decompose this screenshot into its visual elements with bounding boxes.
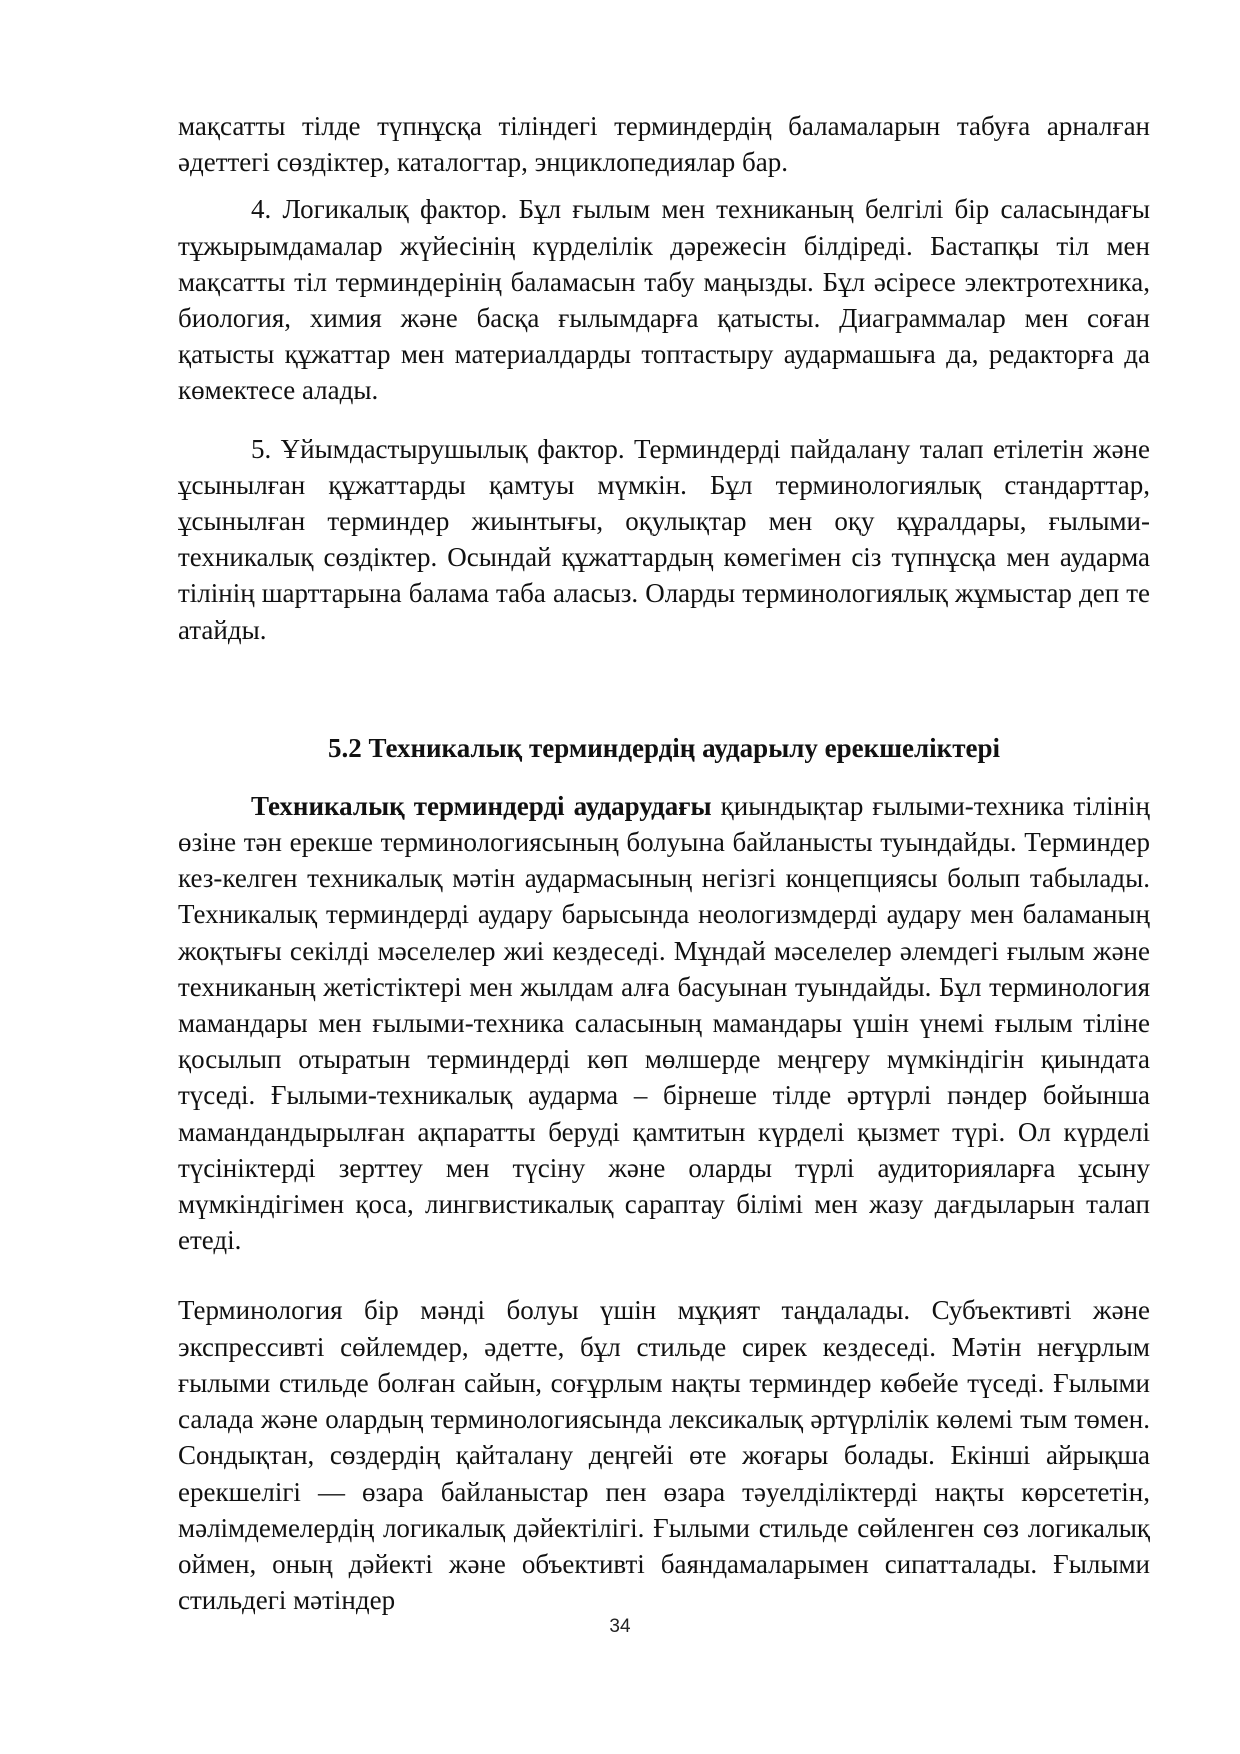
page-body xyxy=(178,108,1150,1618)
logical-factor-paragraph: 4. Логикалық фактор. Бұл ғылым мен техниканың белгілі бір саласындағы тұжырымдамалар жүйесінің күрделілік дәрежесін білдіреді. Бастапқы тіл мен мақсатты тіл терминдерінің баламасын табу маңызды. Бұл әсіресе электротехника, биология, химия және басқа ғылымдарға қатысты. Диаграммалар мен соған қатысты құжаттар мен материалдарды топтастыру аудармашыға да, редакторға да көмектесе алады. xyxy=(178,194,1150,406)
section-heading: 5.2 Техникалық терминдердің аударылу ерекшеліктері xyxy=(328,732,1000,763)
section-paragraph-1-lead: Техникалық терминдерді аударудағы xyxy=(251,790,712,821)
page-number: 34 xyxy=(609,1616,631,1637)
section-paragraph-1-body: қиындықтар ғылыми-техника тілінің өзіне тән ерекше терминологиясының болуына байланысты туындайды. Терминдер кез-келген техникалық мәтін аудармасының негізгі концепциясы болып табылады. Техникалық терминдерді аудару барысында неологизмдерді аудару мен баламаның жоқтығы секілді мәселелер жиі кездеседі. Мұндай мәселелер әлемдегі ғылым және техниканың жетістіктері мен жылдам алға басуынан туындайды. Бұл терминология мамандары мен ғылыми-техника саласының мамандары үшін үнемі ғылым тіліне қосылып отыратын терминдерді көп мөлшерде меңгеру мүмкіндігін қиындата түседі. Ғылыми-техникалық аударма – бірнеше тілде әртүрлі пәндер бойынша мамандандырылған ақпаратты беруді қамтитын күрделі қызмет түрі. Ол күрделі түсініктерді зерттеу мен түсіну және оларды түрлі аудиторияларға ұсыну мүмкіндігімен қоса, лингвистикалық сараптау білімі мен жазу дағдыларын талап етеді. xyxy=(178,790,1150,1256)
section-paragraph-2: Терминология бір мәнді болуы үшін мұқият таңдалады. Субъективті және экспрессивті сөйлемдер, әдетте, бұл стильде сирек кездеседі. Мәтін неғұрлым ғылыми стильде болған сайын, соғұрлым нақты терминдер көбейе түседі. Ғылыми салада және олардың терминологиясында лексикалық әртүрлілік көлемі тым төмен. Сондықтан, сөздердің қайталану деңгейі өте жоғары болады. Екінші айрықша ерекшелігі — өзара байланыстар пен өзара тәуелділіктерді нақты көрсететін, мәлімдемелердің логикалық дәйектілігі. Ғылыми стильде сөйленген сөз логикалық оймен, оның дәйекті және объективті баяндамаларымен сипатталады. Ғылыми стильдегі мәтіндер xyxy=(178,1295,1150,1616)
continuation-paragraph: мақсатты тілде түпнұсқа тіліндегі терминдердің баламаларын табуға арналған әдеттегі сөздіктер, каталогтар, энциклопедиялар бар. xyxy=(178,111,1150,178)
section-paragraph-1 xyxy=(178,788,1150,1259)
organizational-factor-paragraph: 5. Ұйымдастырушылық фактор. Терминдерді пайдалану талап етілетін және ұсынылған құжаттарды қамтуы мүмкін. Бұл терминологиялық стандарттар, ұсынылған терминдер жиынтығы, оқулықтар мен оқу құралдары, ғылыми-техникалық сөздіктер. Осындай құжаттардың көмегімен сіз түпнұсқа мен аударма тілінің шарттарына балама таба аласыз. Оларды терминологиялық жұмыстар деп те атайды. xyxy=(178,433,1150,645)
